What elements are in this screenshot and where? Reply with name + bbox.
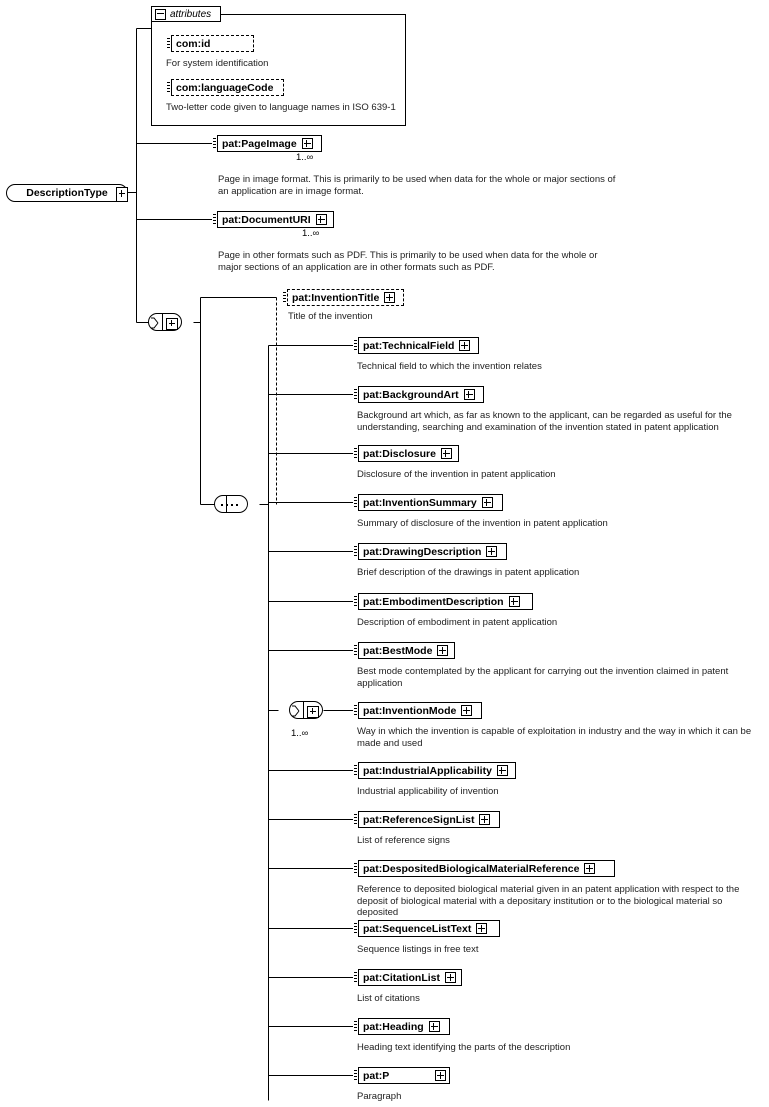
description-pat-Heading: Heading text identifying the parts of the description <box>357 1042 571 1053</box>
element-marker-icon <box>212 211 218 228</box>
element-marker-icon <box>353 494 359 511</box>
element-marker-icon <box>353 1067 359 1084</box>
expand-icon[interactable] <box>441 448 452 459</box>
expand-icon[interactable] <box>584 863 595 874</box>
element-marker-icon <box>353 337 359 354</box>
element-marker-icon <box>353 593 359 610</box>
element-marker-icon <box>353 860 359 877</box>
expand-icon[interactable] <box>482 497 493 508</box>
element-marker-icon <box>353 762 359 779</box>
attribute-com-id[interactable]: com:id <box>166 35 254 52</box>
expand-icon[interactable] <box>302 138 313 149</box>
sequence-compositor[interactable] <box>214 495 248 513</box>
element-pat-PageImage[interactable]: pat:PageImage <box>212 135 322 152</box>
element-marker-icon <box>282 289 288 306</box>
description-pat-EmbodimentDescription: Description of embodiment in patent application <box>357 617 558 628</box>
element-pat-SequenceListText[interactable]: pat:SequenceListText <box>353 920 500 937</box>
description-pat-DocumentURI: Page in other formats such as PDF. This is primarily to be used when data for the whole or major sections of an application are in other formats such as PDF. <box>218 250 598 273</box>
element-marker-icon <box>212 135 218 152</box>
description-pat-ReferenceSignList: List of reference signs <box>357 835 450 846</box>
occurrence-pat-DocumentURI: 1..∞ <box>302 228 320 239</box>
element-pat-InventionSummary[interactable]: pat:InventionSummary <box>353 494 503 511</box>
description-pat-SequenceListText: Sequence listings in free text <box>357 944 479 955</box>
description-pat-CitationList: List of citations <box>357 993 420 1004</box>
expand-icon[interactable] <box>464 389 475 400</box>
description-pat-InventionMode: Way in which the invention is capable of exploitation in industry and the way in which it can be made and used <box>357 726 752 749</box>
choice-icon <box>292 705 300 717</box>
element-marker-icon <box>353 811 359 828</box>
attribute-marker-icon <box>166 79 172 96</box>
expand-icon[interactable] <box>509 596 520 607</box>
expand-icon[interactable] <box>437 645 448 656</box>
description-pat-TechnicalField: Technical field to which the invention relates <box>357 361 542 372</box>
element-marker-icon <box>353 445 359 462</box>
expand-icon[interactable] <box>435 1070 446 1081</box>
choice-compositor-top[interactable] <box>148 313 182 331</box>
description-pat-BestMode: Best mode contemplated by the applicant for carrying out the invention claimed in patent application <box>357 666 729 689</box>
element-pat-CitationList[interactable]: pat:CitationList <box>353 969 462 986</box>
choice-compositor-content[interactable] <box>289 701 323 719</box>
attributes-header[interactable]: attributes <box>151 6 221 22</box>
expand-icon[interactable] <box>476 923 487 934</box>
expand-icon[interactable] <box>459 340 470 351</box>
expand-icon[interactable] <box>486 546 497 557</box>
element-pat-DrawingDescription[interactable]: pat:DrawingDescription <box>353 543 507 560</box>
element-pat-BestMode[interactable]: pat:BestMode <box>353 642 455 659</box>
element-marker-icon <box>353 642 359 659</box>
expand-icon[interactable] <box>316 214 327 225</box>
element-marker-icon <box>353 969 359 986</box>
element-pat-ReferenceSignList[interactable]: pat:ReferenceSignList <box>353 811 500 828</box>
element-marker-icon <box>353 1018 359 1035</box>
description-pat-BackgroundArt: Background art which, as far as known to the applicant, can be regarded as useful for the understanding, searching and examination of the invention stated in patent application <box>357 410 732 433</box>
description-pat-InventionTitle: Title of the invention <box>288 311 373 322</box>
expand-icon[interactable] <box>445 972 456 983</box>
element-pat-Heading[interactable]: pat:Heading <box>353 1018 450 1035</box>
description-pat-Disclosure: Disclosure of the invention in patent application <box>357 469 556 480</box>
attribute-marker-icon <box>166 35 172 52</box>
element-pat-IndustrialApplicability[interactable]: pat:IndustrialApplicability <box>353 762 516 779</box>
description-pat-P: Paragraph <box>357 1091 402 1102</box>
element-pat-InventionMode[interactable]: pat:InventionMode <box>353 702 482 719</box>
description-pat-DrawingDescription: Brief description of the drawings in patent application <box>357 567 580 578</box>
description-pat-DespositedBiologicalMaterialReference: Reference to deposited biological material given in an patent application with respect to the deposit of biological material with a depositary institution or to the biological material so deposited <box>357 884 740 918</box>
element-pat-DocumentURI[interactable]: pat:DocumentURI <box>212 211 334 228</box>
attribute-com-languageCode-description: Two-letter code given to language names in ISO 639-1 <box>166 102 396 113</box>
description-pat-IndustrialApplicability: Industrial applicability of invention <box>357 786 499 797</box>
description-pat-InventionSummary: Summary of disclosure of the invention in patent application <box>357 518 608 529</box>
expand-icon[interactable] <box>497 765 508 776</box>
expand-icon[interactable] <box>461 705 472 716</box>
element-marker-icon <box>353 386 359 403</box>
element-pat-DespositedBiologicalMaterialReference[interactable]: pat:DespositedBiologicalMaterialReference <box>353 860 615 877</box>
element-marker-icon <box>353 920 359 937</box>
collapse-icon[interactable] <box>155 9 166 20</box>
element-marker-icon <box>353 543 359 560</box>
expand-icon[interactable] <box>384 292 395 303</box>
occurrence-choice-content: 1..∞ <box>291 728 309 739</box>
element-marker-icon <box>353 702 359 719</box>
description-pat-PageImage: Page in image format. This is primarily to be used when data for the whole or major sections of an application are in image format. <box>218 174 616 197</box>
element-pat-BackgroundArt[interactable]: pat:BackgroundArt <box>353 386 484 403</box>
choice-icon <box>151 317 159 329</box>
expand-icon[interactable] <box>116 187 128 202</box>
occurrence-pat-PageImage: 1..∞ <box>296 152 314 163</box>
expand-icon[interactable] <box>429 1021 440 1032</box>
attribute-com-languageCode[interactable]: com:languageCode <box>166 79 284 96</box>
element-pat-Disclosure[interactable]: pat:Disclosure <box>353 445 459 462</box>
attribute-com-id-description: For system identification <box>166 58 269 69</box>
root-element-DescriptionType[interactable]: DescriptionType <box>6 184 128 202</box>
sequence-icon <box>221 504 243 506</box>
element-pat-EmbodimentDescription[interactable]: pat:EmbodimentDescription <box>353 593 533 610</box>
expand-icon[interactable] <box>479 814 490 825</box>
element-pat-TechnicalField[interactable]: pat:TechnicalField <box>353 337 479 354</box>
element-pat-P[interactable]: pat:P <box>353 1067 450 1084</box>
element-pat-InventionTitle[interactable]: pat:InventionTitle <box>282 289 404 306</box>
